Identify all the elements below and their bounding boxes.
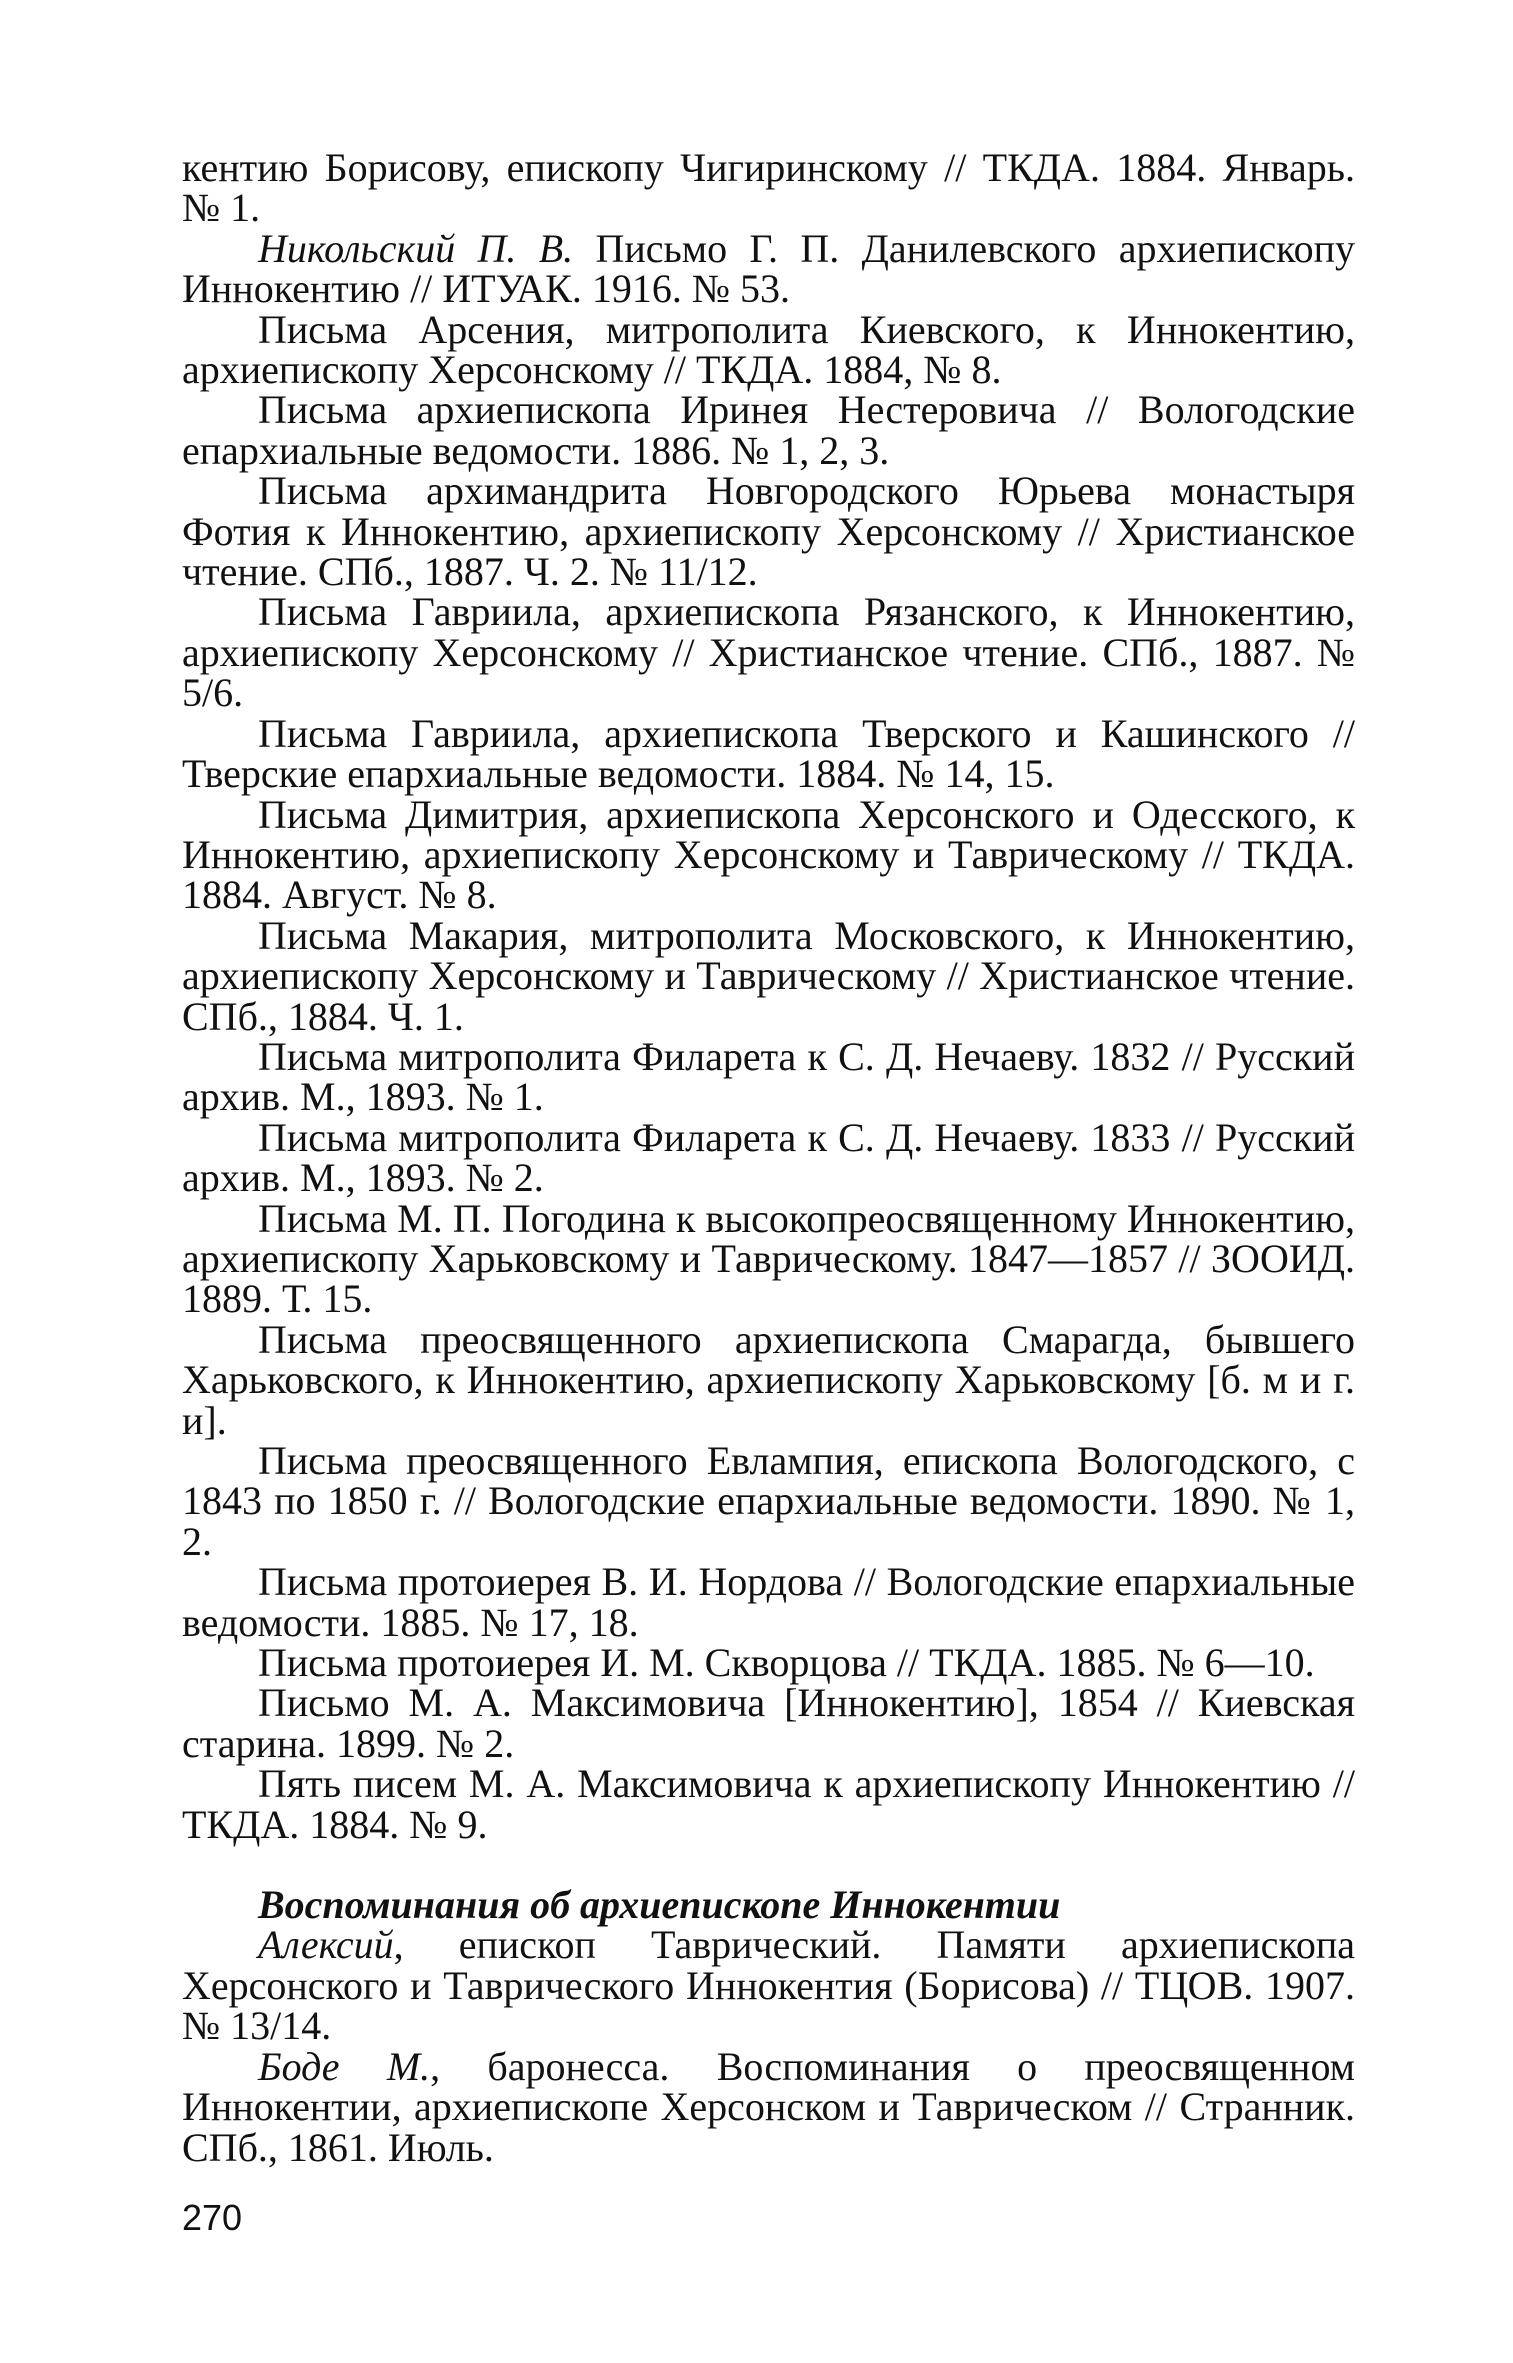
bibliography-list xyxy=(182,145,1355,1847)
bibliography-entry xyxy=(182,912,1355,1039)
bibliography-entry xyxy=(182,145,1355,231)
entry-text: Письмо М. А. Максимовича [Иннокентию], 1854 // Киевская старина. 1899. № 2. xyxy=(182,1680,1355,1766)
entry-text: Письма Димитрия, архиепископа Херсонского и Одесского, к Иннокентию, архиепископу Херсонскому и Таврическому // ТКДА. 1884. Август. № 8. xyxy=(182,791,1355,918)
entry-text: Письма Гавриила, архиепископа Рязанского, к Иннокентию, архиепископу Херсонскому // Христианское чтение. СПб., 1887. № 5/6. xyxy=(182,589,1355,716)
entry-author: Никольский П. В. xyxy=(258,225,574,271)
bibliography-entry xyxy=(182,306,1355,393)
memoirs-list xyxy=(182,1922,1355,2170)
entry-text: Письма архимандрита Новгородского Юрьева монастыря Фотия к Иннокентию, архиепископу Херсонскому // Христианское чтение. СПб., 1887. Ч. 2. № 11/12. xyxy=(182,468,1355,595)
bibliography-entry xyxy=(182,1033,1355,1120)
entry-text: Письма М. П. Погодина к высокопреосвященному Иннокентию, архиепископу Харьковскому и Таврическому. 1847—1857 // ЗООИД. 1889. Т. 15. xyxy=(182,1195,1355,1322)
bibliography-text xyxy=(182,145,1355,2170)
entry-text: Письма протоиерея И. М. Скворцова // ТКДА. 1885. № 6—10. xyxy=(258,1640,1315,1686)
bibliography-entry xyxy=(182,1316,1355,1443)
bibliography-entry xyxy=(182,468,1355,595)
bibliography-entry xyxy=(182,1195,1355,1322)
entry-text: Письма преосвященного архиепископа Смарагда, бывшего Харьковского, к Иннокентию, архиепископу Харьковскому [б. м и г. и]. xyxy=(182,1316,1355,1443)
page-number: 270 xyxy=(182,2197,243,2238)
entry-text: , баронесса. Воспоминания о преосвященном Иннокентии, архиепископе Херсонском и Таврическом // Странник. СПб., 1861. Июль. xyxy=(182,2043,1355,2170)
entry-text: Письма митрополита Филарета к С. Д. Нечаеву. 1832 // Русский архив. М., 1893. № 1. xyxy=(182,1033,1355,1120)
bibliography-entry xyxy=(182,589,1355,716)
entry-text: Письма Макария, митрополита Московского, к Иннокентию, архиепископу Херсонскому и Таврическому // Христианское чтение. СПб., 1884. Ч. 1. xyxy=(182,912,1355,1039)
entry-text: Письма Гавриила, архиепископа Тверского и Кашинского // Тверские епархиальные ведомости. 1884. № 14, 15. xyxy=(182,710,1355,797)
entry-text: Письмо Г. П. Данилевского архиепископу Иннокентию // ИТУАК. 1916. № 53. xyxy=(182,225,1355,312)
entry-text: Письма Арсения, митрополита Киевского, к Иннокентию, архиепископу Херсонскому // ТКДА. 1884, № 8. xyxy=(182,306,1355,393)
bibliography-entry xyxy=(182,387,1355,473)
entry-author: Боде М. xyxy=(258,2043,431,2089)
bibliography-entry xyxy=(182,1922,1355,2049)
bibliography-entry xyxy=(182,791,1355,918)
entry-text: , епископ Таврический. Памяти архиепископа Херсонского и Таврического Иннокентия (Борисова) // ТЦОВ. 1907. № 13/14. xyxy=(182,1922,1355,2049)
bibliography-entry xyxy=(182,1559,1355,1645)
entry-text: Письма архиепископа Иринея Нестеровича // Вологодские епархиальные ведомости. 1886. № 1, 2, 3. xyxy=(182,387,1355,473)
entry-text: Письма преосвященного Евлампия, епископа Вологодского, с 1843 по 1850 г. // Вологодские епархиальные ведомости. 1890. № 1, 2. xyxy=(182,1438,1355,1564)
bibliography-entry xyxy=(182,710,1355,797)
bibliography-entry xyxy=(182,225,1355,312)
bibliography-entry xyxy=(182,1680,1355,1766)
entry-text: Письма митрополита Филарета к С. Д. Нечаеву. 1833 // Русский архив. М., 1893. № 2. xyxy=(182,1114,1355,1201)
entry-author: Алексий xyxy=(258,1922,394,1968)
bibliography-entry xyxy=(182,1114,1355,1201)
bibliography-entry xyxy=(182,1761,1355,1847)
bibliography-entry xyxy=(182,1438,1355,1564)
bibliography-entry xyxy=(182,1640,1355,1686)
entry-text: кентию Борисову, епископу Чигиринскому // ТКДА. 1884. Январь. № 1. xyxy=(182,145,1355,231)
bibliography-entry xyxy=(182,2043,1355,2170)
entry-text: Письма протоиерея В. И. Нордова // Вологодские епархиальные ведомости. 1885. № 17, 18. xyxy=(182,1559,1355,1645)
entry-text: Пять писем М. А. Максимовича к архиепископу Иннокентию // ТКДА. 1884. № 9. xyxy=(182,1761,1355,1847)
section-heading: Воспоминания об архиепископе Иннокентии xyxy=(258,1882,1061,1928)
